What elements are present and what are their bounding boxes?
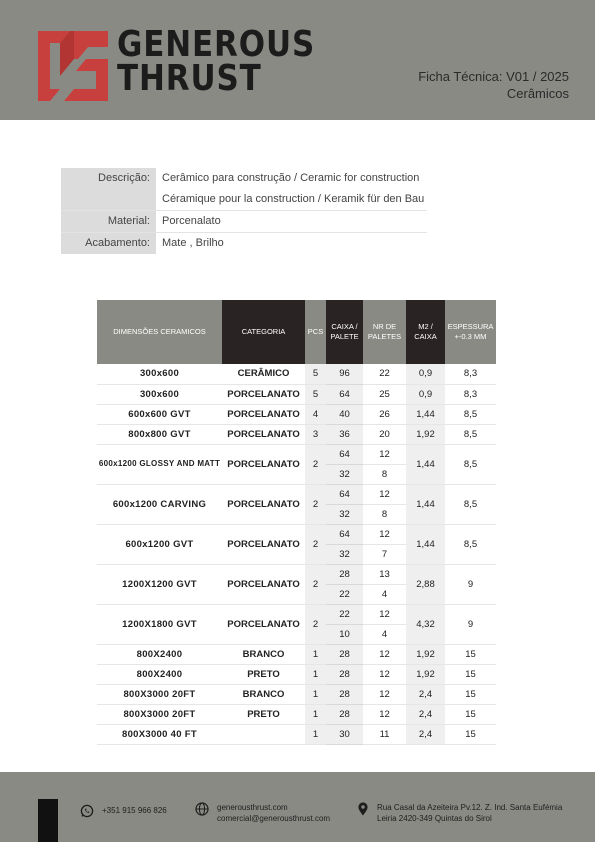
globe-icon <box>195 802 209 816</box>
finish-label: Acabamento: <box>61 233 156 254</box>
cell-pallets: 20 <box>363 424 406 444</box>
cell-pallets: 4 <box>363 624 406 644</box>
cell-m2: 1,44 <box>406 404 445 424</box>
cell-pcs: 1 <box>305 644 326 664</box>
cell-dimensions: 600x1200 GLOSSY AND MATT <box>97 444 222 484</box>
cell-m2: 2,4 <box>406 684 445 704</box>
cell-pcs: 5 <box>305 364 326 384</box>
footer-phone-text: +351 915 966 826 <box>102 806 167 815</box>
cell-dimensions: 600x600 GVT <box>97 404 222 424</box>
cell-category: PRETO <box>222 664 305 684</box>
cell-category: PORCELANATO <box>222 404 305 424</box>
brand-name-line2: THRUST <box>117 58 262 99</box>
description-value <box>156 168 427 210</box>
cell-dimensions: 1200X1200 GVT <box>97 564 222 604</box>
cell-m2: 2,88 <box>406 564 445 604</box>
cell-thickness: 8,5 <box>445 524 496 564</box>
cell-pcs: 1 <box>305 704 326 724</box>
cell-thickness: 9 <box>445 564 496 604</box>
cell-category <box>222 724 305 744</box>
finish-row <box>61 233 427 254</box>
cell-box-pallet: 28 <box>326 704 363 724</box>
cell-m2: 1,92 <box>406 424 445 444</box>
cell-dimensions: 600x1200 GVT <box>97 524 222 564</box>
cell-pallets: 12 <box>363 604 406 624</box>
cell-thickness: 15 <box>445 724 496 744</box>
brand-name-line1: GENEROUS <box>117 24 316 65</box>
cell-m2: 4,32 <box>406 604 445 644</box>
cell-thickness: 15 <box>445 684 496 704</box>
cell-box-pallet: 22 <box>326 584 363 604</box>
table-row <box>97 564 496 584</box>
table-row <box>97 444 496 464</box>
cell-category: PORCELANATO <box>222 564 305 604</box>
cell-box-pallet: 64 <box>326 484 363 504</box>
cell-pcs: 5 <box>305 384 326 404</box>
cell-dimensions: 1200X1800 GVT <box>97 604 222 644</box>
cell-box-pallet: 40 <box>326 404 363 424</box>
cell-pallets: 12 <box>363 684 406 704</box>
cell-category: PORCELANATO <box>222 604 305 644</box>
header-pallets: NR DE PALETES <box>363 300 406 364</box>
cell-m2: 0,9 <box>406 364 445 384</box>
brand-name <box>117 24 316 99</box>
cell-category: BRANCO <box>222 644 305 664</box>
cell-thickness: 15 <box>445 664 496 684</box>
table-row <box>97 724 496 744</box>
cell-thickness: 8,5 <box>445 404 496 424</box>
table-row <box>97 424 496 444</box>
table-row <box>97 484 496 504</box>
cell-category: CERÂMICO <box>222 364 305 384</box>
cell-pcs: 1 <box>305 664 326 684</box>
cell-thickness: 8,5 <box>445 444 496 484</box>
cell-pcs: 2 <box>305 444 326 484</box>
description-line2: Céramique pour la construction / Keramik für den Bau <box>162 193 425 205</box>
cell-pallets: 12 <box>363 664 406 684</box>
material-label: Material: <box>61 211 156 232</box>
document-subtitle: Cerâmicos <box>506 86 569 101</box>
cell-dimensions: 800x800 GVT <box>97 424 222 444</box>
cell-pallets: 11 <box>363 724 406 744</box>
cell-thickness: 15 <box>445 704 496 724</box>
cell-thickness: 8,5 <box>445 484 496 524</box>
cell-thickness: 8,3 <box>445 384 496 404</box>
cell-pcs: 2 <box>305 564 326 604</box>
footer-web[interactable] <box>195 802 330 824</box>
cell-dimensions: 600x1200 CARVING <box>97 484 222 524</box>
whatsapp-icon <box>80 804 94 818</box>
cell-box-pallet: 22 <box>326 604 363 624</box>
footer-address-line1: Rua Casal da Azeiteira Pv.12. Z. Ind. Santa Eufémia <box>377 803 563 812</box>
cell-category: PORCELANATO <box>222 484 305 524</box>
cell-dimensions: 800X2400 <box>97 644 222 664</box>
cell-pallets: 22 <box>363 364 406 384</box>
cell-m2: 2,4 <box>406 704 445 724</box>
cell-box-pallet: 30 <box>326 724 363 744</box>
cell-pcs: 2 <box>305 524 326 564</box>
table-row <box>97 604 496 624</box>
cell-pcs: 2 <box>305 604 326 644</box>
cell-box-pallet: 28 <box>326 684 363 704</box>
table-header-row <box>97 300 496 364</box>
cell-pallets: 12 <box>363 524 406 544</box>
cell-category: PORCELANATO <box>222 524 305 564</box>
cell-pcs: 2 <box>305 484 326 524</box>
header-m2-box: M2 / CAIXA <box>406 300 445 364</box>
cell-m2: 1,44 <box>406 484 445 524</box>
table-row <box>97 664 496 684</box>
footer-address-line2: Leiria 2420-349 Quintas do Sirol <box>377 814 492 823</box>
footer-phone[interactable] <box>80 804 167 818</box>
cell-pcs: 4 <box>305 404 326 424</box>
cell-m2: 1,92 <box>406 664 445 684</box>
cell-thickness: 8,5 <box>445 424 496 444</box>
cell-category: PORCELANATO <box>222 424 305 444</box>
cell-pallets: 4 <box>363 584 406 604</box>
cell-pallets: 12 <box>363 644 406 664</box>
cell-dimensions: 800X3000 40 FT <box>97 724 222 744</box>
cell-box-pallet: 64 <box>326 444 363 464</box>
cell-thickness: 15 <box>445 644 496 664</box>
footer-accent-bar <box>38 799 58 842</box>
cell-pallets: 26 <box>363 404 406 424</box>
table-row <box>97 404 496 424</box>
header-pcs: PCS <box>305 300 326 364</box>
cell-box-pallet: 64 <box>326 524 363 544</box>
cell-category: PORCELANATO <box>222 384 305 404</box>
table-row <box>97 384 496 404</box>
cell-box-pallet: 36 <box>326 424 363 444</box>
material-value: Porcenalato <box>162 215 221 227</box>
cell-pallets: 12 <box>363 444 406 464</box>
cell-m2: 0,9 <box>406 384 445 404</box>
header-dimensions: DIMENSÕES CERAMICOS <box>97 300 222 364</box>
specs-table <box>97 300 496 745</box>
finish-value: Mate , Brilho <box>162 237 224 249</box>
table-row <box>97 364 496 384</box>
footer-website[interactable]: generousthrust.com <box>217 803 288 812</box>
cell-box-pallet: 28 <box>326 564 363 584</box>
cell-m2: 1,44 <box>406 444 445 484</box>
material-row <box>61 211 427 233</box>
cell-pallets: 12 <box>363 484 406 504</box>
table-row <box>97 704 496 724</box>
cell-dimensions: 300x600 <box>97 364 222 384</box>
footer-email[interactable]: comercial@generousthrust.com <box>217 814 331 823</box>
cell-category: PRETO <box>222 704 305 724</box>
cell-box-pallet: 96 <box>326 364 363 384</box>
cell-box-pallet: 28 <box>326 664 363 684</box>
cell-box-pallet: 32 <box>326 544 363 564</box>
page-header <box>0 0 595 120</box>
cell-box-pallet: 32 <box>326 464 363 484</box>
header-box-pallet: CAIXA / PALETE <box>326 300 363 364</box>
cell-category: PORCELANATO <box>222 444 305 484</box>
cell-pallets: 13 <box>363 564 406 584</box>
cell-dimensions: 800X2400 <box>97 664 222 684</box>
cell-dimensions: 300x600 <box>97 384 222 404</box>
location-pin-icon <box>356 802 370 816</box>
cell-pallets: 8 <box>363 504 406 524</box>
document-ref: Ficha Técnica: V01 / 2025 <box>418 69 569 84</box>
cell-m2: 2,4 <box>406 724 445 744</box>
cell-m2: 1,92 <box>406 644 445 664</box>
table-row <box>97 684 496 704</box>
cell-dimensions: 800X3000 20FT <box>97 704 222 724</box>
cell-box-pallet: 10 <box>326 624 363 644</box>
page-footer <box>0 772 595 842</box>
header-category: CATEGORIA <box>222 300 305 364</box>
cell-box-pallet: 64 <box>326 384 363 404</box>
cell-box-pallet: 28 <box>326 644 363 664</box>
cell-pcs: 1 <box>305 684 326 704</box>
footer-address <box>356 802 562 824</box>
cell-pcs: 1 <box>305 724 326 744</box>
cell-pallets: 25 <box>363 384 406 404</box>
cell-category: BRANCO <box>222 684 305 704</box>
cell-pallets: 8 <box>363 464 406 484</box>
header-thickness: ESPESSURA +-0.3 MM <box>445 300 496 364</box>
cell-pallets: 12 <box>363 704 406 724</box>
cell-thickness: 8,3 <box>445 364 496 384</box>
cell-box-pallet: 32 <box>326 504 363 524</box>
cell-pallets: 7 <box>363 544 406 564</box>
cell-dimensions: 800X3000 20FT <box>97 684 222 704</box>
logo-icon <box>38 31 108 101</box>
table-row <box>97 524 496 544</box>
description-line1: Cerâmico para construção / Ceramic for construction <box>162 172 420 184</box>
cell-m2: 1,44 <box>406 524 445 564</box>
cell-thickness: 9 <box>445 604 496 644</box>
description-block <box>61 168 427 254</box>
table-row <box>97 644 496 664</box>
cell-pcs: 3 <box>305 424 326 444</box>
description-row <box>61 168 427 211</box>
description-label: Descrição: <box>61 168 156 210</box>
document-reference <box>418 68 569 102</box>
